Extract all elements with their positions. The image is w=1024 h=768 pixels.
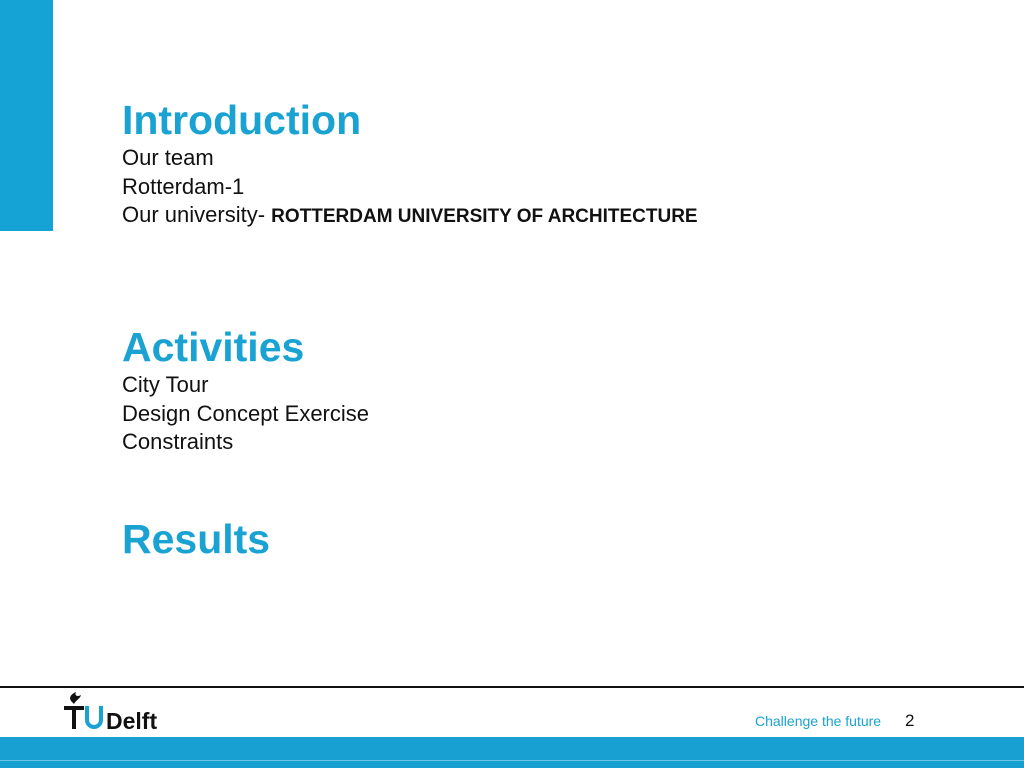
section-heading: Activities (122, 324, 305, 370)
section-heading: Results (122, 516, 271, 562)
flame-icon (70, 692, 81, 704)
bullet-line (122, 201, 698, 232)
page-number: 2 (905, 711, 915, 730)
section-introduction (122, 96, 698, 232)
footer-band (0, 737, 1024, 768)
section-results (122, 515, 270, 563)
logo-wordmark: Delft (106, 708, 158, 734)
logo-letter-u (85, 706, 103, 729)
accent-bar (0, 0, 53, 231)
footer-divider (0, 686, 1024, 688)
footer-band-line (0, 760, 1024, 761)
section-heading: Introduction (122, 97, 362, 143)
bullet-line: Rotterdam-1 (122, 173, 245, 199)
tagline: Challenge the future (755, 713, 882, 729)
tu-delft-logo (62, 690, 172, 734)
bullet-line: Design Concept Exercise (122, 400, 370, 426)
bullet-line: Our team (122, 145, 214, 170)
university-name: ROTTERDAM UNIVERSITY OF ARCHITECTURE (271, 206, 698, 227)
bullet-line: City Tour (122, 372, 209, 397)
bullet-line: Constraints (122, 429, 234, 454)
bullet-line-text: Our university- (122, 202, 272, 227)
section-activities (122, 323, 369, 457)
